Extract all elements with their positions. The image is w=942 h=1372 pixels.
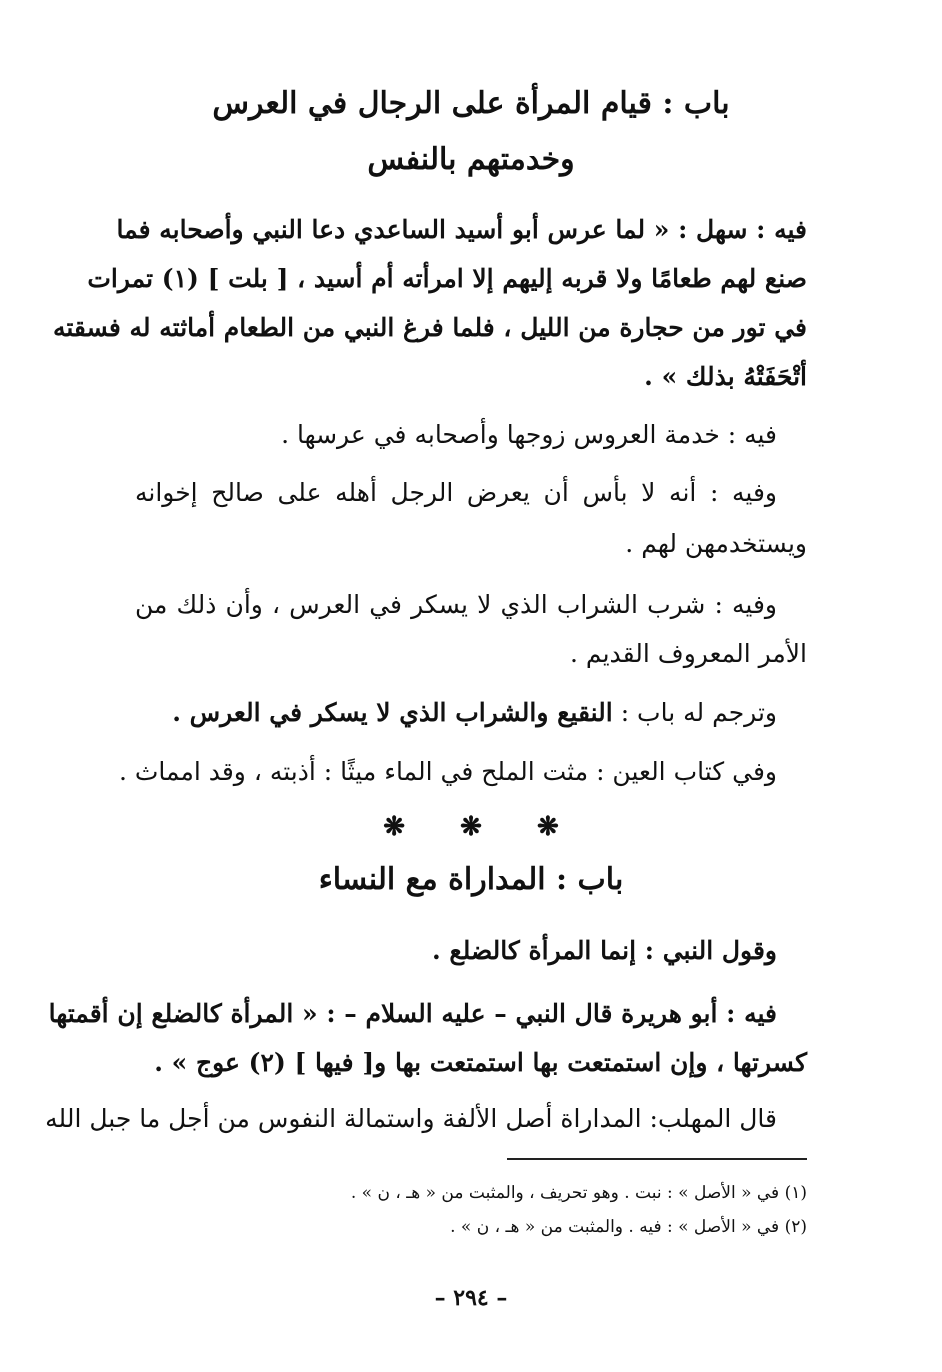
chapter-title-line2: وخدمتهم بالنفس (367, 142, 575, 177)
hadith-line: أتْحَفَتْهُ بذلك » . (644, 362, 807, 391)
hadith-line: فيه : أبو هريرة قال النبي – عليه السلام – : « المرأة كالضلع إن أقمتها (48, 999, 777, 1028)
commentary-line: الأمر المعروف القديم . (570, 639, 807, 668)
commentary-line: وفيه : أنه لا بأس أن يعرض الرجل أهله على صالح إخوانه (135, 478, 777, 507)
section-separator: ❋ ❋ ❋ (383, 812, 559, 842)
commentary-paragraph: فيه : خدمة العروس زوجها وأصحابه في عرسها . (281, 420, 777, 449)
chapter-title: باب : المداراة مع النساء (318, 862, 624, 897)
commentary-line: قال المهلب: المداراة أصل الألفة واستمالة النفوس من أجل ما جبل الله (45, 1104, 777, 1133)
hadith-line: كسرتها ، وإن استمتعت بها استمتعت بها و[ فيها ] (٢) عوج » . (154, 1048, 807, 1077)
tarjama-title: النقيع والشراب الذي لا يسكر في العرس . (172, 698, 613, 727)
commentary-line: ويستخدمهن لهم . (625, 529, 807, 558)
footnote-separator (507, 1158, 807, 1160)
page-number: – ٢٩٤ – (434, 1285, 508, 1311)
chapter-title-line1: باب : قيام المرأة على الرجال في العرس (212, 86, 730, 121)
commentary-line: وفيه : شرب الشراب الذي لا يسكر في العرس ، وأن ذلك من (135, 590, 777, 619)
footnote: (١) في « الأصل » : نبت . وهو تحريف ، والمثبت من « هـ ، ن » . (350, 1183, 807, 1203)
hadith-line: في تور من حجارة من الليل ، فلما فرغ النبي من الطعام أماثته له فسقته (52, 313, 807, 342)
footnote: (٢) في « الأصل » : فيه . والمثبت من « هـ ، ن » . (450, 1217, 807, 1237)
tarjama-line (135, 686, 807, 740)
hadith-line: صنع لهم طعامًا ولا قربه إليهم إلا امرأته أم أسيد ، [ بلت ] (١) تمرات (87, 264, 807, 293)
dictionary-note: وفي كتاب العين : مثت الملح في الماء ميثًا : أذبته ، وقد امماث . (118, 757, 777, 786)
hadith-line: فيه : سهل : « لما عرس أبو أسيد الساعدي دعا النبي وأصحابه فما (116, 215, 807, 244)
prophet-quote: وقول النبي : إنما المرأة كالضلع . (432, 936, 777, 965)
tarjama-prefix: وترجم له باب : (620, 698, 777, 727)
